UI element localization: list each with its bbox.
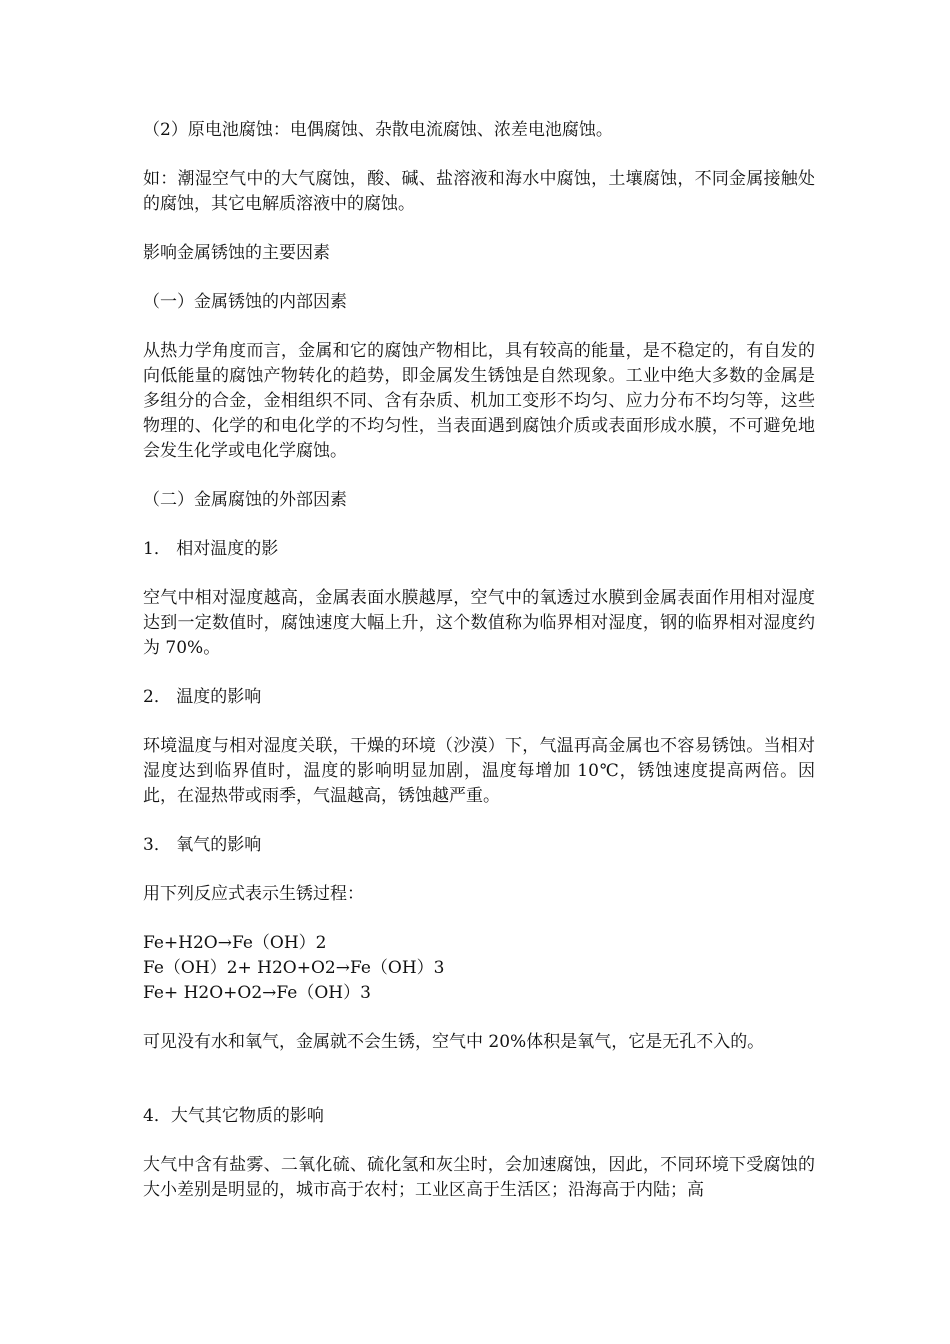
equation-line: Fe+H2O→Fe（OH）2 xyxy=(143,933,327,953)
paragraph-internal-factors: 从热力学角度而言，金属和它的腐蚀产物相比，具有较高的能量，是不稳定的，有自发的向低能量的腐蚀产物转化的趋势，即金属发生锈蚀是自然现象。工业中绝大多数的金属是多组分的合金，金相组织不同、含有杂质、机加工变形不均匀、应力分布不均匀等，这些物理的、化学的和电化学的不均匀性，当表面遇到腐蚀介质或表面形成水膜，不可避免地会发生化学或电化学腐蚀。 xyxy=(143,341,815,461)
equation-line: Fe（OH）2+ H2O+O2→Fe（OH）3 xyxy=(143,958,445,978)
paragraph-galvanic-corrosion: （2）原电池腐蚀：电偶腐蚀、杂散电流腐蚀、浓差电池腐蚀。 xyxy=(143,120,613,140)
paragraph-temperature: 环境温度与相对湿度关联，干燥的环境（沙漠）下，气温再高金属也不容易锈蚀。当相对湿度达到临界值时，温度的影响明显加剧，温度每增加 10℃，锈蚀速度提高两倍。因此，在湿热带或雨季，气温越高，锈蚀越严重。 xyxy=(143,736,815,806)
paragraph-oxygen-conclusion: 可见没有水和氧气，金属就不会生锈，空气中 20%体积是氧气，它是无孔不入的。 xyxy=(143,1032,765,1052)
heading-internal-factors: （一）金属锈蚀的内部因素 xyxy=(143,292,347,312)
heading-relative-humidity: 1． 相对温度的影 xyxy=(143,539,279,559)
paragraph-other-substances: 大气中含有盐雾、二氧化硫、硫化氢和灰尘时，会加速腐蚀，因此，不同环境下受腐蚀的大小差别是明显的，城市高于农村；工业区高于生活区；沿海高于内陆；高 xyxy=(143,1155,815,1200)
heading-temperature: 2． 温度的影响 xyxy=(143,687,262,707)
paragraph-examples: 如：潮湿空气中的大气腐蚀，酸、碱、盐溶液和海水中腐蚀，土壤腐蚀，不同金属接触处的腐蚀，其它电解质溶液中的腐蚀。 xyxy=(143,169,815,214)
heading-main-factors: 影响金属锈蚀的主要因素 xyxy=(143,243,330,263)
reaction-equations xyxy=(143,931,815,1006)
heading-other-substances: 4．大气其它物质的影响 xyxy=(143,1106,324,1126)
document-page xyxy=(143,118,815,1227)
paragraph-relative-humidity: 空气中相对湿度越高，金属表面水膜越厚，空气中的氧透过水膜到金属表面作用相对湿度达到一定数值时，腐蚀速度大幅上升，这个数值称为临界相对湿度，钢的临界相对湿度约为 70%。 xyxy=(143,588,815,658)
equation-line: Fe+ H2O+O2→Fe（OH）3 xyxy=(143,983,371,1003)
heading-external-factors: （二）金属腐蚀的外部因素 xyxy=(143,490,347,510)
heading-oxygen: 3． 氧气的影响 xyxy=(143,835,262,855)
paragraph-reaction-intro: 用下列反应式表示生锈过程： xyxy=(143,884,364,904)
